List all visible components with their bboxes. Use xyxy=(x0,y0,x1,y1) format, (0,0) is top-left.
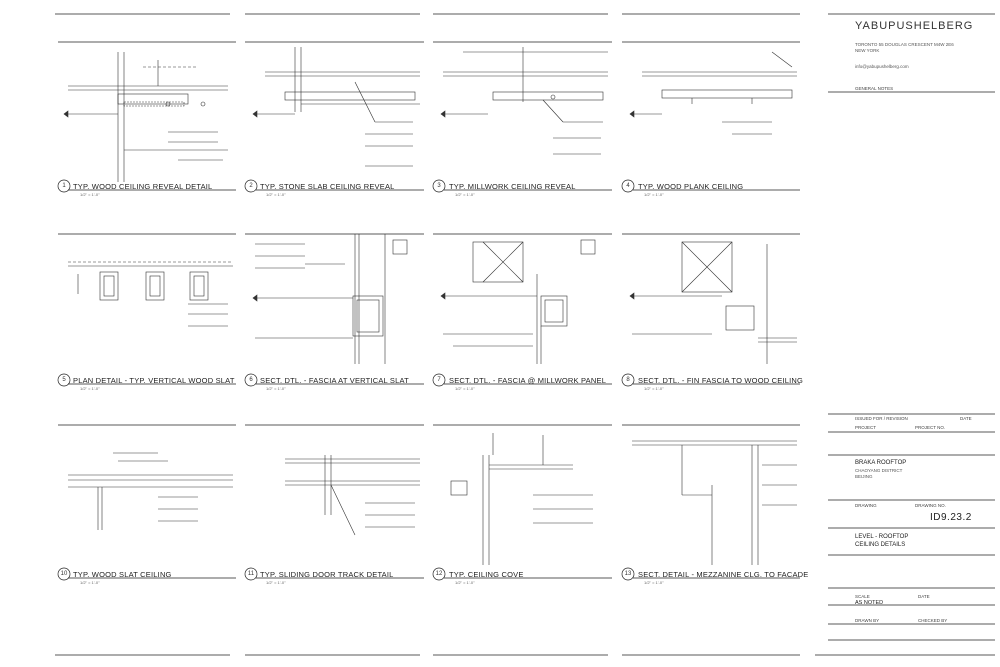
detail-number: 2 xyxy=(249,183,253,189)
detail-title: SECT. DTL. - FIN FASCIA TO WOOD CEILING xyxy=(638,376,804,385)
date-label: DATE xyxy=(918,594,930,599)
detail-title: PLAN DETAIL - TYP. VERTICAL WOOD SLAT xyxy=(73,376,235,385)
detail-number: 6 xyxy=(249,377,253,383)
checked-by-label: CHECKED BY xyxy=(918,618,948,623)
project-label: PROJECT xyxy=(855,425,877,430)
detail-title: SECT. DETAIL - MEZZANINE CLG. TO FACADE xyxy=(638,570,809,579)
detail-title: TYP. CEILING COVE xyxy=(449,570,524,579)
detail-scale: 1/2" = 1'-0" xyxy=(455,386,475,391)
office-line: TORONTO 55 DOUGLAS CRESCENT M4W 2E6 xyxy=(855,42,954,47)
detail-number: 5 xyxy=(62,377,66,383)
detail-title: TYP. WOOD SLAT CEILING xyxy=(73,570,172,579)
detail-scale: 1/2" = 1'-0" xyxy=(80,386,100,391)
detail-title: SECT. DTL. - FASCIA AT VERTICAL SLAT xyxy=(260,376,409,385)
project-name: BRAKA ROOFTOP xyxy=(855,460,907,466)
detail-number: 11 xyxy=(247,571,255,577)
detail-scale: 1/2" = 1'-0" xyxy=(455,192,475,197)
detail-scale: 1/2" = 1'-0" xyxy=(266,580,286,585)
project-line: BEIJING xyxy=(855,474,873,479)
detail-scale: 1/2" = 1'-0" xyxy=(644,386,664,391)
issue-header: ISSUED FOR / REVISION xyxy=(855,416,908,421)
drawing-title-line: CEILING DETAILS xyxy=(855,542,906,548)
detail-scale: 1/2" = 1'-0" xyxy=(80,580,100,585)
project-line: CHAOYANG DISTRICT xyxy=(855,468,903,473)
date-header: DATE xyxy=(960,416,972,421)
detail-title: TYP. SLIDING DOOR TRACK DETAIL xyxy=(260,570,394,579)
general-notes-label: GENERAL NOTES xyxy=(855,86,894,91)
detail-title: TYP. WOOD PLANK CEILING xyxy=(638,182,744,191)
detail-number: 10 xyxy=(60,571,68,577)
detail-title: TYP. STONE SLAB CEILING REVEAL xyxy=(260,182,395,191)
detail-scale: 1/2" = 1'-0" xyxy=(644,192,664,197)
detail-number: 4 xyxy=(626,183,630,189)
detail-number: 1 xyxy=(62,183,66,189)
detail-scale: 1/2" = 1'-0" xyxy=(644,580,664,585)
drawing-number: ID9.23.2 xyxy=(930,512,972,523)
detail-number: 7 xyxy=(437,377,441,383)
office-line: info@yabupushelberg.com xyxy=(855,64,909,69)
detail-title: TYP. WOOD CEILING REVEAL DETAIL xyxy=(73,182,213,191)
detail-number: 13 xyxy=(624,571,632,577)
detail-scale: 1/2" = 1'-0" xyxy=(266,192,286,197)
detail-scale: 1/2" = 1'-0" xyxy=(266,386,286,391)
project-no-label: PROJECT NO. xyxy=(915,425,946,430)
detail-scale: 1/2" = 1'-0" xyxy=(455,580,475,585)
detail-title: SECT. DTL. - FASCIA @ MILLWORK PANEL xyxy=(449,376,607,385)
detail-number: 3 xyxy=(437,183,441,189)
drawing-label: DRAWING xyxy=(855,503,877,508)
scale-value: AS NOTED xyxy=(855,600,884,606)
drawn-by-label: DRAWN BY xyxy=(855,618,880,623)
office-line: NEW YORK xyxy=(855,48,880,53)
detail-number: 12 xyxy=(435,571,443,577)
detail-scale: 1/2" = 1'-0" xyxy=(80,192,100,197)
firm-logo: YABUPUSHELBERG xyxy=(855,20,974,32)
scale-label: SCALE xyxy=(855,594,870,599)
drawing-no-label: DRAWING NO. xyxy=(915,503,946,508)
detail-title: TYP. MILLWORK CEILING REVEAL xyxy=(449,182,576,191)
detail-number: 8 xyxy=(626,377,630,383)
drawing-title-line: LEVEL - ROOFTOP xyxy=(855,534,909,540)
